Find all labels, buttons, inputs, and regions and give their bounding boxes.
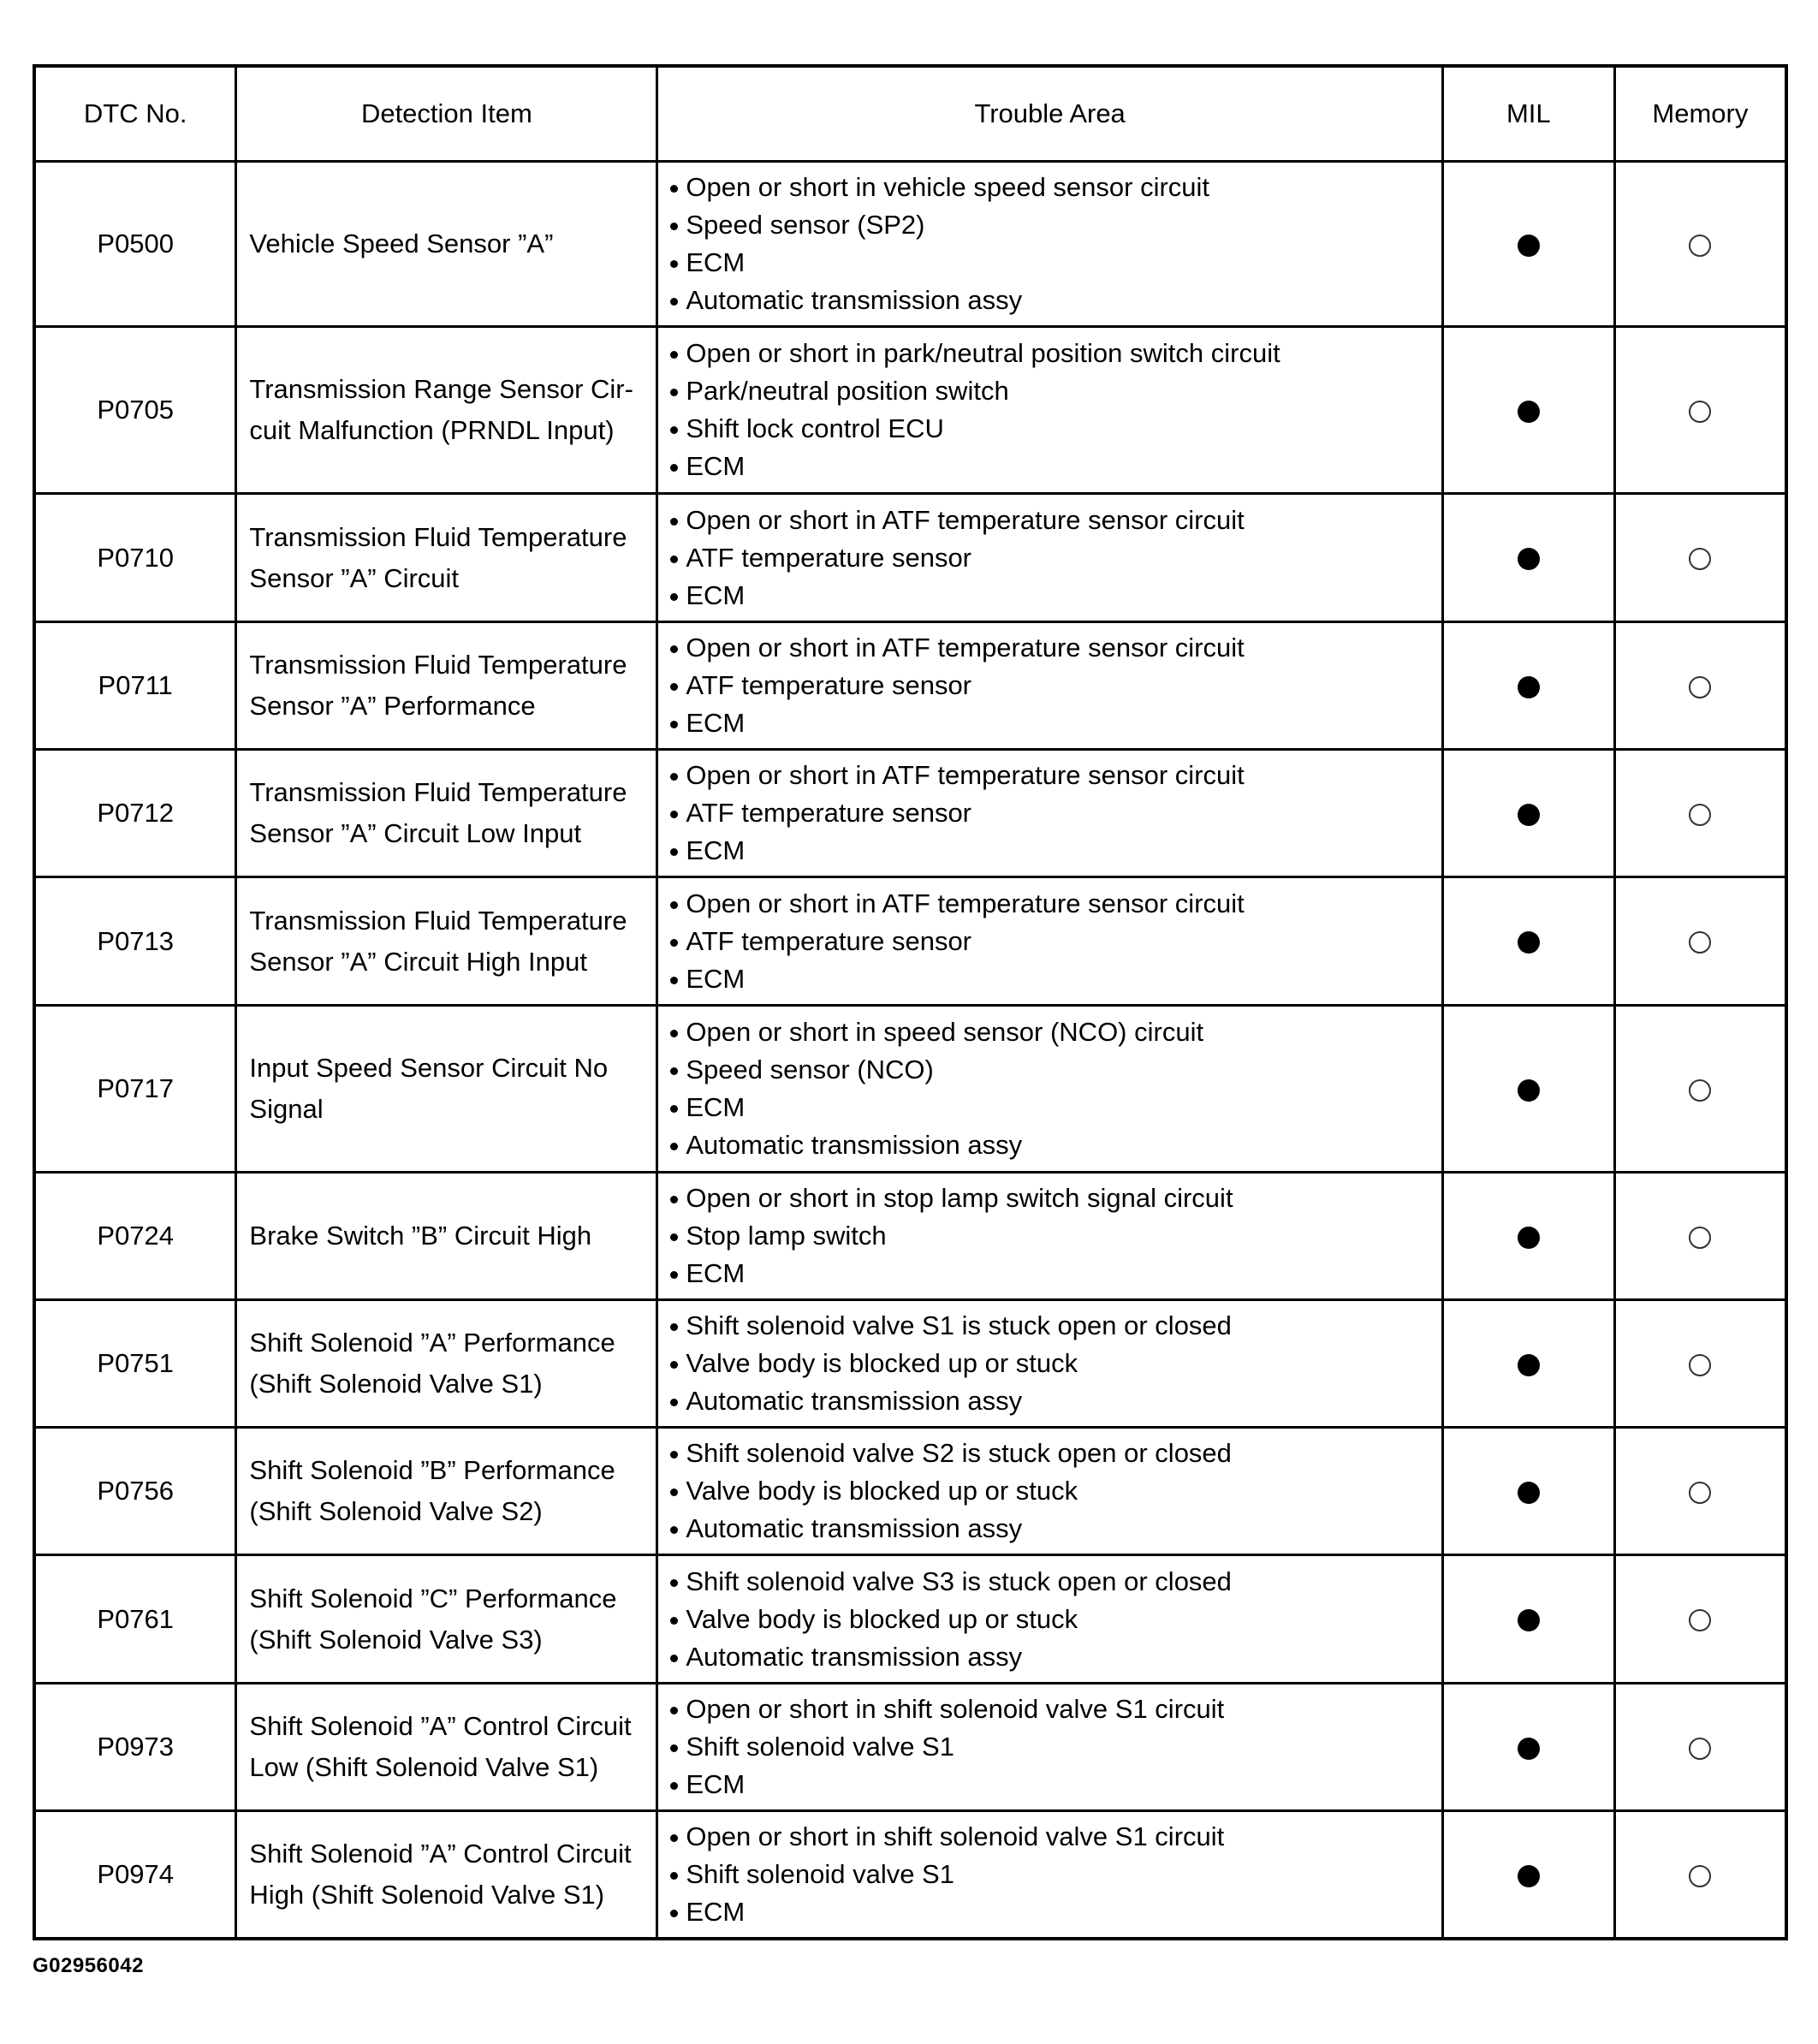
mil-on-icon — [1518, 235, 1540, 257]
mil-cell — [1442, 1811, 1614, 1939]
header-memory: Memory — [1614, 66, 1786, 162]
mil-on-icon — [1518, 1079, 1540, 1102]
trouble-area-item: Open or short in shift solenoid valve S1 circuit — [668, 1690, 1441, 1728]
mil-cell — [1442, 327, 1614, 494]
header-trouble-area: Trouble Area — [657, 66, 1443, 162]
mil-on-icon — [1518, 804, 1540, 826]
dtc-code: P0712 — [34, 750, 236, 877]
table-row — [34, 327, 1786, 494]
trouble-area-item: ECM — [668, 448, 1441, 485]
trouble-area-item: ATF temperature sensor — [668, 539, 1441, 577]
trouble-area-item: Automatic transmission assy — [668, 1638, 1441, 1676]
detection-item: Brake Switch ”B” Circuit High — [236, 1173, 657, 1300]
trouble-area — [657, 622, 1443, 750]
detection-item: Shift Solenoid ”A” Performance (Shift Solenoid Valve S1) — [236, 1300, 657, 1428]
trouble-area-item: Shift solenoid valve S1 is stuck open or closed — [668, 1307, 1441, 1345]
memory-cell — [1614, 162, 1786, 327]
detection-item: Input Speed Sensor Circuit No Signal — [236, 1006, 657, 1173]
memory-cell — [1614, 877, 1786, 1006]
trouble-area — [657, 1811, 1443, 1939]
memory-stored-icon — [1689, 548, 1711, 570]
table-row — [34, 877, 1786, 1006]
memory-cell — [1614, 1006, 1786, 1173]
memory-stored-icon — [1689, 1609, 1711, 1631]
dtc-code: P0973 — [34, 1684, 236, 1811]
trouble-area-list — [668, 335, 1441, 485]
detection-item: Shift Solenoid ”C” Performance (Shift Solenoid Valve S3) — [236, 1555, 657, 1684]
trouble-area-list — [668, 629, 1441, 742]
table-row — [34, 1006, 1786, 1173]
trouble-area-item: Stop lamp switch — [668, 1217, 1441, 1255]
trouble-area-item: Open or short in ATF temperature sensor circuit — [668, 629, 1441, 667]
trouble-area — [657, 1173, 1443, 1300]
table-body — [34, 162, 1786, 1939]
mil-cell — [1442, 494, 1614, 622]
mil-on-icon — [1518, 401, 1540, 423]
trouble-area-item: Speed sensor (SP2) — [668, 206, 1441, 244]
mil-cell — [1442, 162, 1614, 327]
trouble-area-item: ATF temperature sensor — [668, 667, 1441, 704]
trouble-area-list — [668, 502, 1441, 615]
table-row — [34, 1428, 1786, 1555]
trouble-area — [657, 1006, 1443, 1173]
detection-item: Shift Solenoid ”A” Control Circuit High (Shift Solenoid Valve S1) — [236, 1811, 657, 1939]
trouble-area-item: Open or short in stop lamp switch signal circuit — [668, 1179, 1441, 1217]
mil-on-icon — [1518, 1482, 1540, 1504]
memory-stored-icon — [1689, 1079, 1711, 1102]
trouble-area-item: Open or short in ATF temperature sensor circuit — [668, 885, 1441, 923]
memory-cell — [1614, 1428, 1786, 1555]
detection-item: Transmission Fluid Temperature Sensor ”A” Performance — [236, 622, 657, 750]
memory-stored-icon — [1689, 676, 1711, 698]
trouble-area-item: ATF temperature sensor — [668, 794, 1441, 832]
trouble-area-list — [668, 1013, 1441, 1164]
memory-stored-icon — [1689, 401, 1711, 423]
mil-cell — [1442, 1006, 1614, 1173]
detection-item: Vehicle Speed Sensor ”A” — [236, 162, 657, 327]
trouble-area-item: Open or short in ATF temperature sensor circuit — [668, 757, 1441, 794]
dtc-code: P0711 — [34, 622, 236, 750]
memory-stored-icon — [1689, 1865, 1711, 1887]
mil-on-icon — [1518, 931, 1540, 954]
mil-on-icon — [1518, 1865, 1540, 1887]
memory-stored-icon — [1689, 1738, 1711, 1760]
memory-stored-icon — [1689, 804, 1711, 826]
memory-cell — [1614, 1555, 1786, 1684]
trouble-area-item: ECM — [668, 244, 1441, 282]
table-row — [34, 1555, 1786, 1684]
trouble-area — [657, 877, 1443, 1006]
mil-cell — [1442, 1173, 1614, 1300]
trouble-area-list — [668, 1563, 1441, 1676]
trouble-area-item: Park/neutral position switch — [668, 372, 1441, 410]
trouble-area-item: Automatic transmission assy — [668, 1126, 1441, 1164]
trouble-area-list — [668, 1179, 1441, 1292]
table-row — [34, 1811, 1786, 1939]
mil-cell — [1442, 1428, 1614, 1555]
memory-cell — [1614, 1300, 1786, 1428]
detection-item: Shift Solenoid ”A” Control Circuit Low (Shift Solenoid Valve S1) — [236, 1684, 657, 1811]
mil-on-icon — [1518, 548, 1540, 570]
trouble-area-item: Open or short in ATF temperature sensor circuit — [668, 502, 1441, 539]
trouble-area-list — [668, 1690, 1441, 1803]
dtc-code: P0500 — [34, 162, 236, 327]
trouble-area-item: Shift solenoid valve S2 is stuck open or closed — [668, 1435, 1441, 1472]
mil-on-icon — [1518, 1609, 1540, 1631]
trouble-area-item: Open or short in vehicle speed sensor circuit — [668, 169, 1441, 206]
memory-stored-icon — [1689, 1482, 1711, 1504]
trouble-area-item: ATF temperature sensor — [668, 923, 1441, 960]
trouble-area-item: ECM — [668, 577, 1441, 615]
dtc-code: P0705 — [34, 327, 236, 494]
trouble-area-list — [668, 1435, 1441, 1548]
memory-cell — [1614, 750, 1786, 877]
trouble-area-item: ECM — [668, 832, 1441, 870]
header-row — [34, 66, 1786, 162]
dtc-code: P0724 — [34, 1173, 236, 1300]
trouble-area-item: ECM — [668, 704, 1441, 742]
trouble-area — [657, 1300, 1443, 1428]
memory-stored-icon — [1689, 235, 1711, 257]
trouble-area — [657, 327, 1443, 494]
trouble-area-item: Open or short in speed sensor (NCO) circuit — [668, 1013, 1441, 1051]
header-mil: MIL — [1442, 66, 1614, 162]
memory-cell — [1614, 622, 1786, 750]
mil-on-icon — [1518, 1738, 1540, 1760]
dtc-code: P0717 — [34, 1006, 236, 1173]
detection-item: Transmission Fluid Temperature Sensor ”A” Circuit High Input — [236, 877, 657, 1006]
trouble-area-item: ECM — [668, 1089, 1441, 1126]
trouble-area-item: Open or short in shift solenoid valve S1 circuit — [668, 1818, 1441, 1856]
memory-cell — [1614, 1173, 1786, 1300]
table-row — [34, 1300, 1786, 1428]
trouble-area-item: ECM — [668, 960, 1441, 998]
trouble-area — [657, 494, 1443, 622]
memory-cell — [1614, 1811, 1786, 1939]
mil-on-icon — [1518, 676, 1540, 698]
memory-stored-icon — [1689, 931, 1711, 954]
trouble-area-list — [668, 169, 1441, 319]
trouble-area — [657, 162, 1443, 327]
trouble-area — [657, 1684, 1443, 1811]
table-row — [34, 162, 1786, 327]
trouble-area-item: ECM — [668, 1255, 1441, 1292]
dtc-table — [33, 64, 1788, 1940]
mil-on-icon — [1518, 1227, 1540, 1249]
mil-cell — [1442, 1684, 1614, 1811]
trouble-area-item: Shift solenoid valve S1 — [668, 1856, 1441, 1893]
header-dtc: DTC No. — [34, 66, 236, 162]
mil-cell — [1442, 1555, 1614, 1684]
memory-stored-icon — [1689, 1227, 1711, 1249]
trouble-area-item: Valve body is blocked up or stuck — [668, 1345, 1441, 1382]
trouble-area-list — [668, 1307, 1441, 1420]
trouble-area-item: Valve body is blocked up or stuck — [668, 1601, 1441, 1638]
mil-cell — [1442, 877, 1614, 1006]
trouble-area-item: ECM — [668, 1893, 1441, 1931]
table-row — [34, 494, 1786, 622]
trouble-area-item: Shift solenoid valve S3 is stuck open or closed — [668, 1563, 1441, 1601]
memory-cell — [1614, 494, 1786, 622]
trouble-area-item: Speed sensor (NCO) — [668, 1051, 1441, 1089]
dtc-code: P0713 — [34, 877, 236, 1006]
trouble-area-item: ECM — [668, 1766, 1441, 1803]
trouble-area-list — [668, 757, 1441, 870]
dtc-code: P0710 — [34, 494, 236, 622]
detection-item: Transmission Range Sensor Cir-cuit Malfunction (PRNDL Input) — [236, 327, 657, 494]
trouble-area-list — [668, 1818, 1441, 1931]
detection-item: Shift Solenoid ”B” Performance (Shift Solenoid Valve S2) — [236, 1428, 657, 1555]
memory-stored-icon — [1689, 1354, 1711, 1376]
dtc-code: P0761 — [34, 1555, 236, 1684]
detection-item: Transmission Fluid Temperature Sensor ”A” Circuit Low Input — [236, 750, 657, 877]
memory-cell — [1614, 327, 1786, 494]
mil-cell — [1442, 1300, 1614, 1428]
mil-cell — [1442, 622, 1614, 750]
table-row — [34, 750, 1786, 877]
dtc-code: P0751 — [34, 1300, 236, 1428]
trouble-area-item: Automatic transmission assy — [668, 1510, 1441, 1548]
trouble-area-list — [668, 885, 1441, 998]
trouble-area-item: Automatic transmission assy — [668, 282, 1441, 319]
dtc-code: P0974 — [34, 1811, 236, 1939]
trouble-area-item: Open or short in park/neutral position switch circuit — [668, 335, 1441, 372]
trouble-area-item: Shift solenoid valve S1 — [668, 1728, 1441, 1766]
trouble-area-item: Valve body is blocked up or stuck — [668, 1472, 1441, 1510]
mil-on-icon — [1518, 1354, 1540, 1376]
trouble-area-item: Automatic transmission assy — [668, 1382, 1441, 1420]
table-row — [34, 1173, 1786, 1300]
trouble-area — [657, 1428, 1443, 1555]
dtc-code: P0756 — [34, 1428, 236, 1555]
table-row — [34, 622, 1786, 750]
trouble-area — [657, 1555, 1443, 1684]
table-row — [34, 1684, 1786, 1811]
trouble-area — [657, 750, 1443, 877]
mil-cell — [1442, 750, 1614, 877]
trouble-area-item: Shift lock control ECU — [668, 410, 1441, 448]
detection-item: Transmission Fluid Temperature Sensor ”A” Circuit — [236, 494, 657, 622]
figure-id: G02956042 — [33, 1954, 144, 1977]
memory-cell — [1614, 1684, 1786, 1811]
header-detection-item: Detection Item — [236, 66, 657, 162]
